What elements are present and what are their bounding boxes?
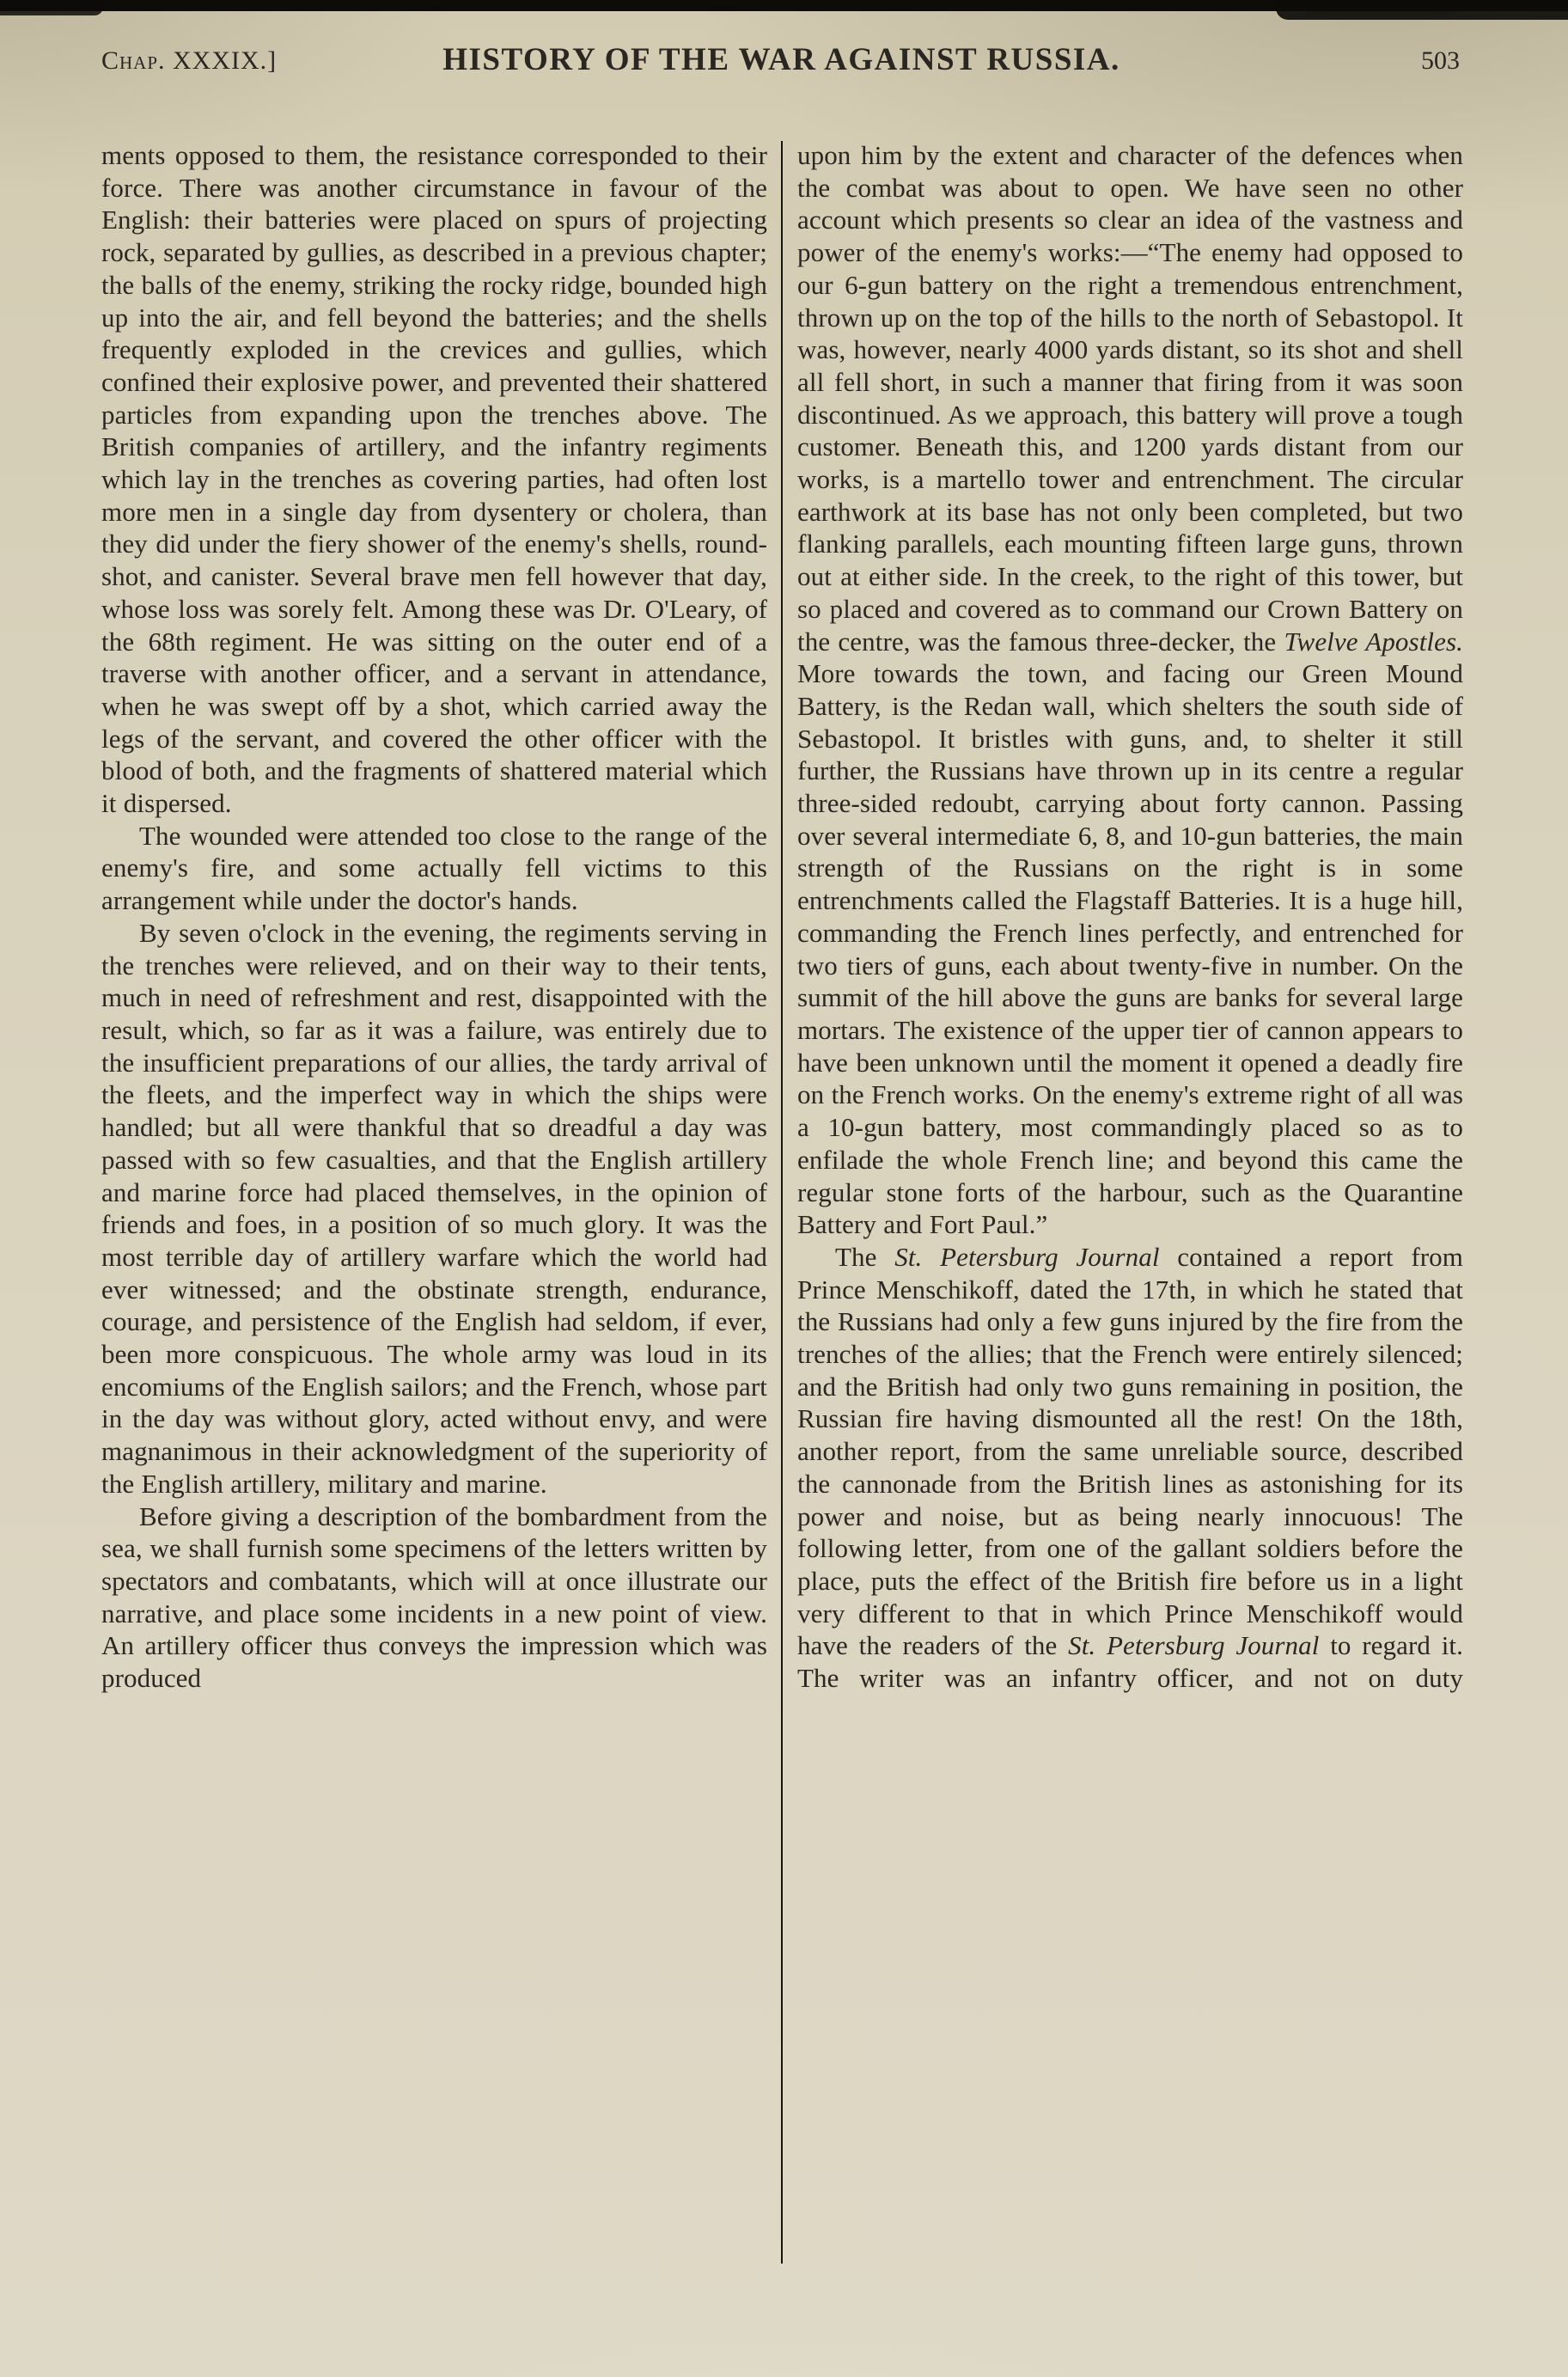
scan-edge-corner-right <box>1276 0 1568 20</box>
text-segment: By seven o'clock in the evening, the regiments serving in the trenches were relieved, and on their way to their tents, much in need of refreshment and rest, disappointed with the result, which, so far as it was a failure, was entirely due to the insufficient preparations of our allies, the tardy arrival of the fleets, and the imperfect way in which the ships were handled; but all were thankful that so dreadful a day was passed with so few casualties, and that the English artillery and marine force had placed themselves, in the opinion of friends and foes, in a position of so much glory. It was the most terrible day of artillery warfare which the world had ever witnessed; and the obstinate strength, endurance, courage, and persistence of the English had seldom, if ever, been more conspicuous. The whole army was loud in its encomiums of the English sailors; and the French, whose part in the day was without glory, acted without envy, and were magnanimous in their acknowledgment of the superiority of the English artillery, military and marine. <box>101 917 768 1499</box>
paragraph <box>101 1500 767 1695</box>
text-segment: Before giving a description of the bombardment from the sea, we shall furnish some specimens of the letters written by spectators and combatants, which will at once illustrate our narrative, and place some incidents in a new point of view. An artillery officer thus conveys the impression which was produced <box>101 1500 767 1694</box>
paragraph <box>101 820 767 917</box>
text-segment: The wounded were attended too close to the range of the enemy's fire, and some actually fell victims to this arrangement while under the doctor's hands. <box>101 820 767 916</box>
paragraph <box>101 917 767 1500</box>
chapter-label: Chap. XXXIX.] <box>101 46 278 75</box>
right-column <box>797 139 1463 2288</box>
text-segment: The <box>835 1241 895 1272</box>
column-divider-rule <box>781 141 783 2264</box>
scan-edge-corner-left <box>0 0 103 15</box>
page-number: 503 <box>1421 46 1460 75</box>
text-segment: ments opposed to them, the resistance corresponded to their force. There was another circumstance in favour of the English: their batteries were placed on spurs of projecting rock, separated by gullies, as described in a previous chapter; the balls of the enemy, striking the rocky ridge, bounded high up into the air, and fell beyond the batteries; and the shells frequently exploded in the crevices and gullies, which confined their explosive power, and prevented their shattered particles from expanding upon the trenches above. The British companies of artillery, and the infantry regiments which lay in the trenches as covering parties, had often lost more men in a single day from dysentery or cholera, than they did under the fiery shower of the enemy's shells, round-shot, and canister. Several brave men fell however that day, whose loss was sorely felt. Among these was Dr. O'Leary, of the 68th regiment. He was sitting on the outer end of a traverse with another officer, and a servant in attendance, when he was swept off by a shot, which carried away the legs of the servant, and covered the other officer with the blood of both, and the fragments of shattered material which it dispersed. <box>101 140 767 819</box>
text-segment: contained a report from Prince Menschikoff, dated the 17th, in which he stated that the Russians had only a few guns injured by the fire from the trenches of the allies; that the French were entirely silenced; and the British had only two guns remaining in position, the Russian fire having dismounted all the rest! On the 18th, another report, from the same unreliable source, described the cannonade from the British lines as astonishing for its power and noise, but as being nearly innocuous! The following letter, from one of the gallant soldiers before the place, puts the effect of the British fire before us in a light very different to that in which Prince Menschikoff would have the readers of the <box>797 1241 1463 1661</box>
paragraph <box>797 1241 1463 1695</box>
italic-text-segment: Twelve Apostles. <box>1284 626 1463 657</box>
text-segment: More towards the town, and facing our Green Mound Battery, is the Redan wall, which shelters the south side of Sebastopol. It bristles with guns, and, to shelter it still further, the Russians have thrown up in its centre a regular three-sided redoubt, carrying about forty cannon. Passing over several intermediate 6, 8, and 10-gun batteries, the main strength of the Russians on the right is in some entrenchments called the Flagstaff Batteries. It is a huge hill, commanding the French lines perfectly, and entrenched for two tiers of guns, each about twenty-five in number. On the summit of the hill above the guns are banks for several large mortars. The existence of the upper tier of cannon appears to have been unknown until the moment it opened a deadly fire on the French works. On the enemy's extreme right of all was a 10-gun battery, most commandingly placed so as to enfilade the whole French line; and beyond this came the regular stone forts of the harbour, such as the Quarantine Battery and Fort Paul.” <box>797 658 1463 1240</box>
italic-text-segment: St. Petersburg Journal <box>1068 1630 1320 1661</box>
text-segment: to regard it. The writer was an infantry officer, and not on duty <box>797 1630 1463 1694</box>
left-column <box>101 139 767 2288</box>
italic-text-segment: St. Petersburg Journal <box>894 1241 1160 1272</box>
paragraph <box>101 139 767 820</box>
text-segment: upon him by the extent and character of the defences when the combat was about to open. We have seen no other account which presents so clear an idea of the vastness and power of the enemy's works:—“The enemy had opposed to our 6-gun battery on the right a tremendous entrenchment, thrown up on the top of the hills to the north of Sebastopol. It was, however, nearly 4000 yards distant, so its shot and shell all fell short, in such a manner that firing from it was soon discontinued. As we approach, this battery will prove a tough customer. Beneath this, and 1200 yards distant from our works, is a martello tower and entrenchment. The circular earthwork at its base has not only been completed, but two flanking parallels, each mounting fifteen large guns, thrown out at either side. In the creek, to the right of this tower, but so placed and covered as to command our Crown Battery on the centre, was the famous three-decker, the <box>797 140 1463 657</box>
paragraph <box>797 139 1463 1241</box>
page-title: HISTORY OF THE WAR AGAINST RUSSIA. <box>442 42 1120 77</box>
running-head <box>101 41 1461 84</box>
text-columns <box>101 139 1465 2288</box>
